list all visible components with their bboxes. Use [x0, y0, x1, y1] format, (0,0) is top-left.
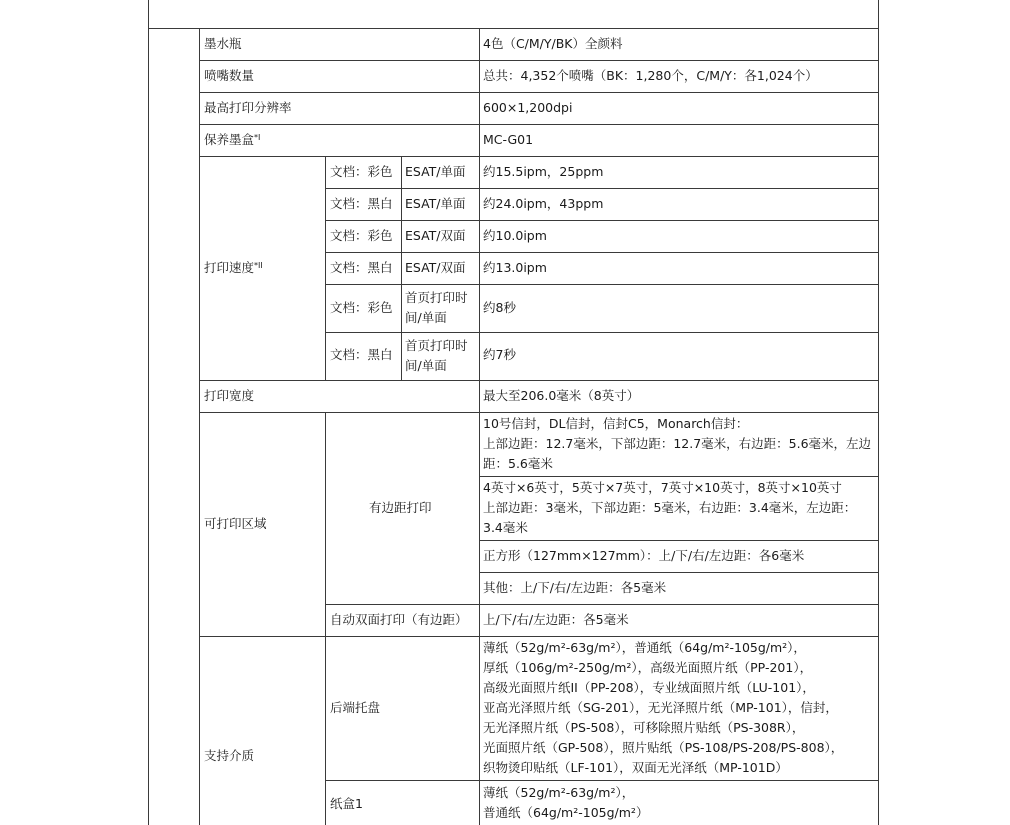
speed-mode-line2: 间/单面 [405, 310, 447, 325]
resolution-label: 最高打印分辨率 [204, 100, 292, 115]
media-line: 薄纸（52g/m²-63g/m²），普通纸（64g/m²-105g/m²）， [483, 640, 806, 655]
nozzles-value: 总共：4,352个喷嘴（BK：1,280个，C/M/Y：各1,024个） [483, 68, 818, 83]
row-divider [325, 780, 879, 781]
speed-doc-type: 文档：黑白 [330, 196, 393, 211]
row-divider [199, 60, 879, 61]
speed-doc-type: 文档：彩色 [330, 300, 393, 315]
bordered-printing-label: 有边距打印 [369, 500, 432, 515]
duplex-printing-value: 上/下/右/左边距：各5毫米 [483, 612, 629, 627]
footnote-marker: *I [254, 133, 261, 142]
speed-value: 约24.0ipm，43ppm [483, 196, 604, 211]
resolution-value: 600×1,200dpi [483, 100, 573, 115]
speed-value: 约15.5ipm，25ppm [483, 164, 604, 179]
margin-line: 3.4毫米 [483, 520, 528, 535]
nozzles-label: 喷嘴数量 [204, 68, 255, 83]
label-column-left-border [199, 28, 200, 825]
speed-mode: ESAT/双面 [405, 228, 466, 243]
ink-bottle-value: 4色（C/M/Y/BK）全颜料 [483, 36, 623, 51]
media-line: 普通纸（64g/m²-105g/m²） [483, 805, 649, 820]
speed-mode: ESAT/单面 [405, 164, 466, 179]
speed-mode: ESAT/单面 [405, 196, 466, 211]
printable-area-label: 可打印区域 [204, 516, 267, 531]
speed-doc-type: 文档：彩色 [330, 228, 393, 243]
speed-value: 约10.0ipm [483, 228, 547, 243]
top-section-bottom-border [148, 28, 879, 29]
speed-mode-line1: 首页打印时 [405, 290, 468, 305]
media-line: 光面照片纸（GP-508），照片贴纸（PS-108/PS-208/PS-808）， [483, 740, 844, 755]
speed-doc-type: 文档：彩色 [330, 164, 393, 179]
row-divider [325, 604, 879, 605]
speed-mode-line1: 首页打印时 [405, 338, 468, 353]
maintenance-label-text: 保养墨盒 [204, 132, 255, 147]
margin-line: 10号信封，DL信封，信封C5，Monarch信封： [483, 416, 749, 431]
maintenance-cartridge-label [204, 130, 260, 150]
margin-line: 其他：上/下/右/左边距：各5毫米 [483, 580, 667, 595]
row-divider [325, 188, 879, 189]
margin-line: 4英寸×6英寸，5英寸×7英寸，7英寸×10英寸，8英寸×10英寸 [483, 480, 842, 495]
value-column-left-border [479, 28, 480, 825]
print-speed-label [204, 258, 263, 278]
row-divider [479, 540, 879, 541]
media-line: 厚纸（106g/m²-250g/m²），高级光面照片纸（PP-201）， [483, 660, 813, 675]
media-line: 无光泽照片纸（PS-508），可移除照片贴纸（PS-308R）， [483, 720, 805, 735]
row-divider [199, 636, 879, 637]
row-divider [199, 412, 879, 413]
speed-doc-type: 文档：黑白 [330, 260, 393, 275]
cassette1-label: 纸盒1 [330, 796, 363, 811]
sub-column-left-border-2 [325, 412, 326, 825]
media-line: 织物烫印贴纸（LF-101），双面无光泽纸（MP-101D） [483, 760, 788, 775]
row-divider [325, 220, 879, 221]
speed-value: 约13.0ipm [483, 260, 547, 275]
maintenance-cartridge-value: MC-G01 [483, 132, 534, 147]
row-divider [325, 252, 879, 253]
speed-value: 约8秒 [483, 300, 516, 315]
speed-value: 约7秒 [483, 347, 516, 362]
margin-line: 上部边距：3毫米，下部边距：5毫米，右边距：3.4毫米，左边距： [483, 500, 857, 515]
rear-tray-label: 后端托盘 [330, 700, 381, 715]
media-line: 亚高光泽照片纸（SG-201），无光泽照片纸（MP-101），信封， [483, 700, 838, 715]
print-width-label: 打印宽度 [204, 388, 255, 403]
row-divider [325, 284, 879, 285]
row-divider [199, 156, 879, 157]
margin-line: 距：5.6毫米 [483, 456, 553, 471]
margin-line: 正方形（127mm×127mm）：上/下/右/左边距：各6毫米 [483, 548, 805, 563]
mode-column-left-border [401, 156, 402, 380]
supported-media-label: 支持介质 [204, 748, 255, 763]
print-width-value: 最大至206.0毫米（8英寸） [483, 388, 640, 403]
row-divider [325, 332, 879, 333]
speed-mode: ESAT/双面 [405, 260, 466, 275]
row-divider [199, 124, 879, 125]
footnote-marker: *II [254, 261, 263, 270]
margin-line: 上部边距：12.7毫米，下部边距：12.7毫米，右边距：5.6毫米，左边 [483, 436, 872, 451]
media-line: 高级光面照片纸II（PP-208），专业绒面照片纸（LU-101）， [483, 680, 815, 695]
sub-column-left-border [325, 156, 326, 380]
print-speed-label-text: 打印速度 [204, 260, 255, 275]
duplex-printing-label: 自动双面打印（有边距） [330, 612, 468, 627]
outer-left-border [148, 0, 149, 825]
row-divider [199, 380, 879, 381]
speed-doc-type: 文档：黑白 [330, 347, 393, 362]
row-divider [199, 92, 879, 93]
ink-bottle-label: 墨水瓶 [204, 36, 242, 51]
media-line: 薄纸（52g/m²-63g/m²）， [483, 785, 635, 800]
row-divider [479, 572, 879, 573]
speed-mode-line2: 间/单面 [405, 358, 447, 373]
row-divider [479, 476, 879, 477]
